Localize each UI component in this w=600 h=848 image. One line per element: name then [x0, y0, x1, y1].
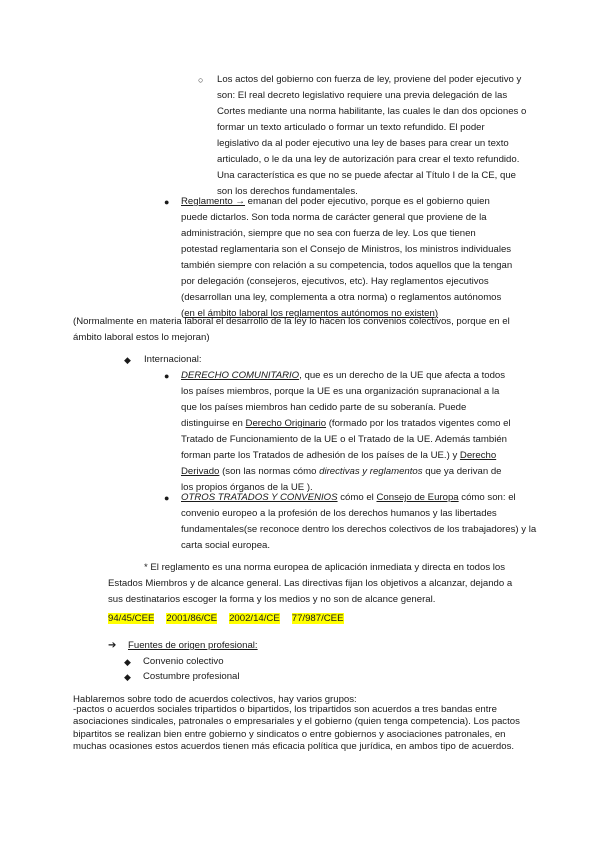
- directive-code: 2001/86/CE: [166, 613, 218, 624]
- circle-bullet-icon: ○: [198, 75, 204, 85]
- otros-tratados-title: OTROS TRATADOS Y CONVENIOS: [181, 492, 338, 503]
- reglamento-text: emanan del poder ejecutivo, porque es el gobierno quien puede dictarlos. Son toda norma de carácter general que proviene de la administración, siempre que no sea con fuerza de ley. Los que tienen potestad reglamentaria son el Consejo de Ministros, los ministros individuales también siempre con relación a su competencia, todos aquellos que la tengan por delegación (consejeros, ejecutivos, etc). Hay reglamentos ejecutivos (desarrollan una ley, complementa a otra norma) o reglamentos autónomos (: [181, 196, 513, 319]
- derecho-text-4: que ya derivan de los propios órganos de la UE ).: [181, 466, 502, 493]
- reglamento-term: Reglamento →: [181, 196, 245, 207]
- dot-bullet-icon: ●: [164, 197, 170, 207]
- derecho-originario-term: Derecho Originario: [245, 418, 327, 429]
- normalmente-note: (Normalmente en materia laboral el desarrollo de la ley lo hacen los convenios colectivos, porque en el ámbito laboral estos lo mejoran): [73, 316, 510, 343]
- list-item: Convenio colectivo: [143, 656, 224, 667]
- diamond-bullet-icon: ◆: [124, 355, 131, 365]
- reglamento-europeo-note: * El reglamento es una norma europea de aplicación inmediata y directa en todos los Estados Miembros y de alcance general. Las directivas fijan los objetivos a alcanzar, dejando a sus destinatarios escoger la forma y los medios y no son de alcance general.: [108, 562, 513, 605]
- directive-code: 94/45/CEE: [108, 613, 155, 624]
- derecho-derivado-term: Derecho Derivado: [181, 450, 497, 477]
- otros-text-2: cómo son: el convenio europeo a la profesión de los derechos humanos y las libertades fundamentales(se reconoce dentro los derechos colectivos de los trabajadores) y la carta social europea.: [181, 492, 537, 551]
- fuentes-label-text: Fuentes de origen profesional:: [128, 640, 258, 651]
- directivas-italic: directivas y reglamentos: [319, 466, 423, 477]
- dot-bullet-icon: ●: [164, 493, 170, 503]
- dot-bullet-icon: ●: [164, 371, 170, 381]
- derecho-comunitario-paragraph: [181, 368, 515, 496]
- consejo-europa-term: Consejo de Europa: [376, 492, 459, 503]
- otros-text-1: cómo el: [337, 492, 377, 503]
- diamond-bullet-icon: ◆: [124, 657, 131, 667]
- diamond-bullet-icon: ◆: [124, 672, 131, 682]
- directive-codes: [108, 611, 356, 627]
- acuerdos-intro: Hablaremos sobre todo de acuerdos colectivos, hay varios grupos:: [73, 694, 357, 705]
- list-item: Costumbre profesional: [143, 671, 240, 682]
- otros-tratados-paragraph: [181, 490, 543, 554]
- derecho-text-3: (son las normas cómo: [219, 466, 320, 477]
- arrow-bullet-icon: ➔: [108, 640, 117, 651]
- derecho-text-2: (formado por los tratados vigentes como el Tratado de Funcionamiento de la UE o el Tratado de la UE. Además también forman parte los Tratados de adhesión de los países de la UE.) y: [181, 418, 511, 461]
- gobierno-actos-paragraph: Los actos del gobierno con fuerza de ley, proviene del poder ejecutivo y son: El real decreto legislativo requiere una previa delegación de las Cortes mediante una norma habilitante, las cuales le dan dos opciones o formar un texto articulado o formar un texto refundido. El poder legislativo da al poder ejecutivo una ley de bases para crear un texto articulado, o le da una ley de autorización para crear el texto refundido. Una característica es que no se puede afectar al Título I de la CE, que son los derechos fundamentales.: [217, 74, 527, 197]
- derecho-text-1: , que es un derecho de la UE que afecta a todos los países miembros, porque la UE es una organización supranacional a la que los países miembros han cedido parte de su soberanía. Puede distinguirse en: [181, 370, 506, 429]
- reglamento-autonomos-note: en el ámbito laboral los reglamentos autónomos no existen): [184, 308, 439, 319]
- reglamento-paragraph: [181, 194, 513, 322]
- internacional-label: Internacional:: [144, 354, 202, 365]
- pactos-paragraph: -pactos o acuerdos sociales tripartidos o bipartidos, los tripartidos son acuerdos a tres bandas entre asociaciones sindicales, patronales o empresariales y el gobierno (quien tenga competencia). Los pactos bipartitos se realizan bien entre gobierno y sindicatos o entre gobiernos y asociaciones patronales, en muchas ocasiones estos acuerdos tienen más eficacia política que jurídica, en ambos tipo de acuerdos.: [73, 704, 520, 753]
- derecho-comunitario-title: DERECHO COMUNITARIO: [181, 370, 300, 381]
- directive-code: 77/987/CEE: [291, 613, 344, 624]
- fuentes-label: [128, 638, 258, 654]
- directive-code: 2002/14/CE: [229, 613, 280, 624]
